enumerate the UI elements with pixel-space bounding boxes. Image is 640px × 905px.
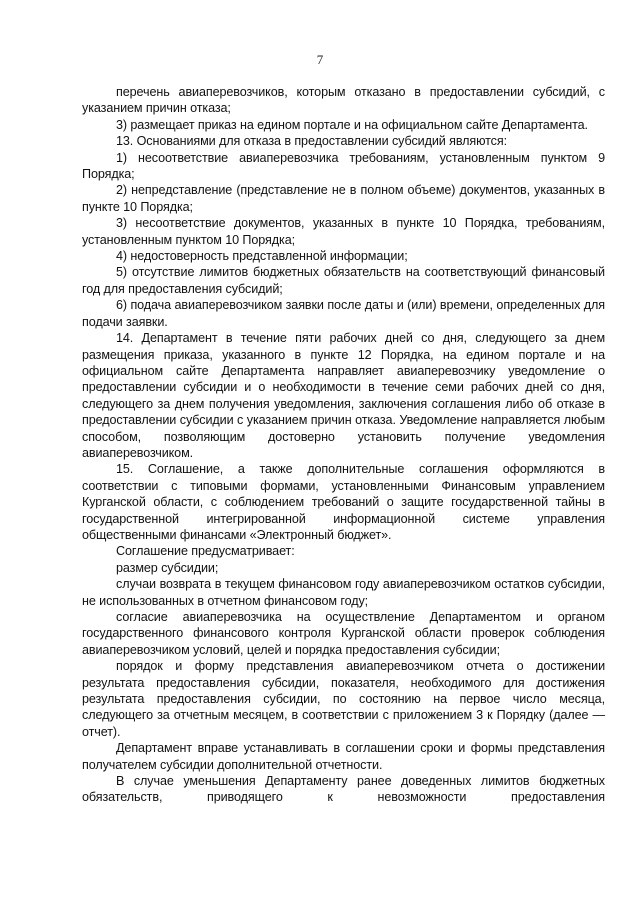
paragraph: 3) несоответствие документов, указанных в пункте 10 Порядка, требованиям, установленным пунктом 10 Порядка; — [82, 216, 605, 247]
paragraph: порядок и форму представления авиаперевозчиком отчета о достижении результата предоставления субсидии, показателя, необходимого для достижения результата предоставления субсидии, по состоянию на первое число месяца, следующего за отчетным месяцем, в соответствии с приложением 3 к Порядку (далее — отчет). — [82, 659, 605, 739]
paragraph: 6) подача авиаперевозчиком заявки после даты и (или) времени, определенных для подачи заявки. — [82, 298, 605, 329]
paragraph: 2) непредставление (представление не в полном объеме) документов, указанных в пункте 10 Порядка; — [82, 183, 605, 214]
paragraph: 4) недостоверность представленной информации; — [116, 249, 408, 264]
page-number: 7 — [316, 52, 324, 67]
paragraph: 1) несоответствие авиаперевозчика требованиям, установленным пунктом 9 Порядка; — [82, 150, 605, 182]
paragraph: случаи возврата в текущем финансовом году авиаперевозчиком остатков субсидии, не использованных в отчетном финансовом году; — [82, 577, 605, 608]
paragraph: 5) отсутствие лимитов бюджетных обязательств на соответствующий финансовый год для предоставления субсидий; — [82, 265, 605, 296]
paragraph: 14. Департамент в течение пяти рабочих дней со дня, следующего за днем размещения приказа, указанного в пункте 12 Порядка, на едином портале и на официальном сайте Департамента направляет авиаперевозчику уведомление о предоставлении субсидии и о необходимости в течение семи рабочих дней со дня, следующего за днем получения уведомления, заключения соглашения либо об отказе в предоставлении субсидии с указанием причин отказа. Уведомление направляется любым способом, позволяющим достоверно установить получение уведомления авиаперевозчиком. — [82, 331, 605, 460]
paragraph: 15. Соглашение, а также дополнительные соглашения оформляются в соответствии с типовыми формами, установленными Финансовым управлением Курганской области, с соблюдением требований о защите государственной тайны в государственной интегрированной информационной системе управления общественными финансами «Электронный бюджет». — [82, 462, 605, 542]
paragraph: Соглашение предусматривает: — [116, 544, 295, 559]
paragraph: 13. Основаниями для отказа в предоставлении субсидий являются: — [116, 134, 508, 149]
paragraph: размер субсидии; — [116, 560, 219, 575]
paragraph: согласие авиаперевозчика на осуществление Департаментом и органом государственного финансового контроля Курганской области проверок соблюдения авиаперевозчиком условий, целей и порядка предоставления субсидии; — [82, 610, 605, 657]
paragraph: Департамент вправе устанавливать в соглашении сроки и формы представления получателем субсидии дополнительной отчетности. — [82, 741, 605, 772]
paragraph: перечень авиаперевозчиков, которым отказано в предоставлении субсидий, с указанием причин отказа; — [82, 85, 605, 116]
document-body — [82, 84, 605, 806]
paragraph: 3) размещает приказ на едином портале и на официальном сайте Департамента. — [116, 117, 588, 132]
paragraph: В случае уменьшения Департаменту ранее доведенных лимитов бюджетных обязательств, приводящего к невозможности предоставления — [82, 774, 605, 805]
